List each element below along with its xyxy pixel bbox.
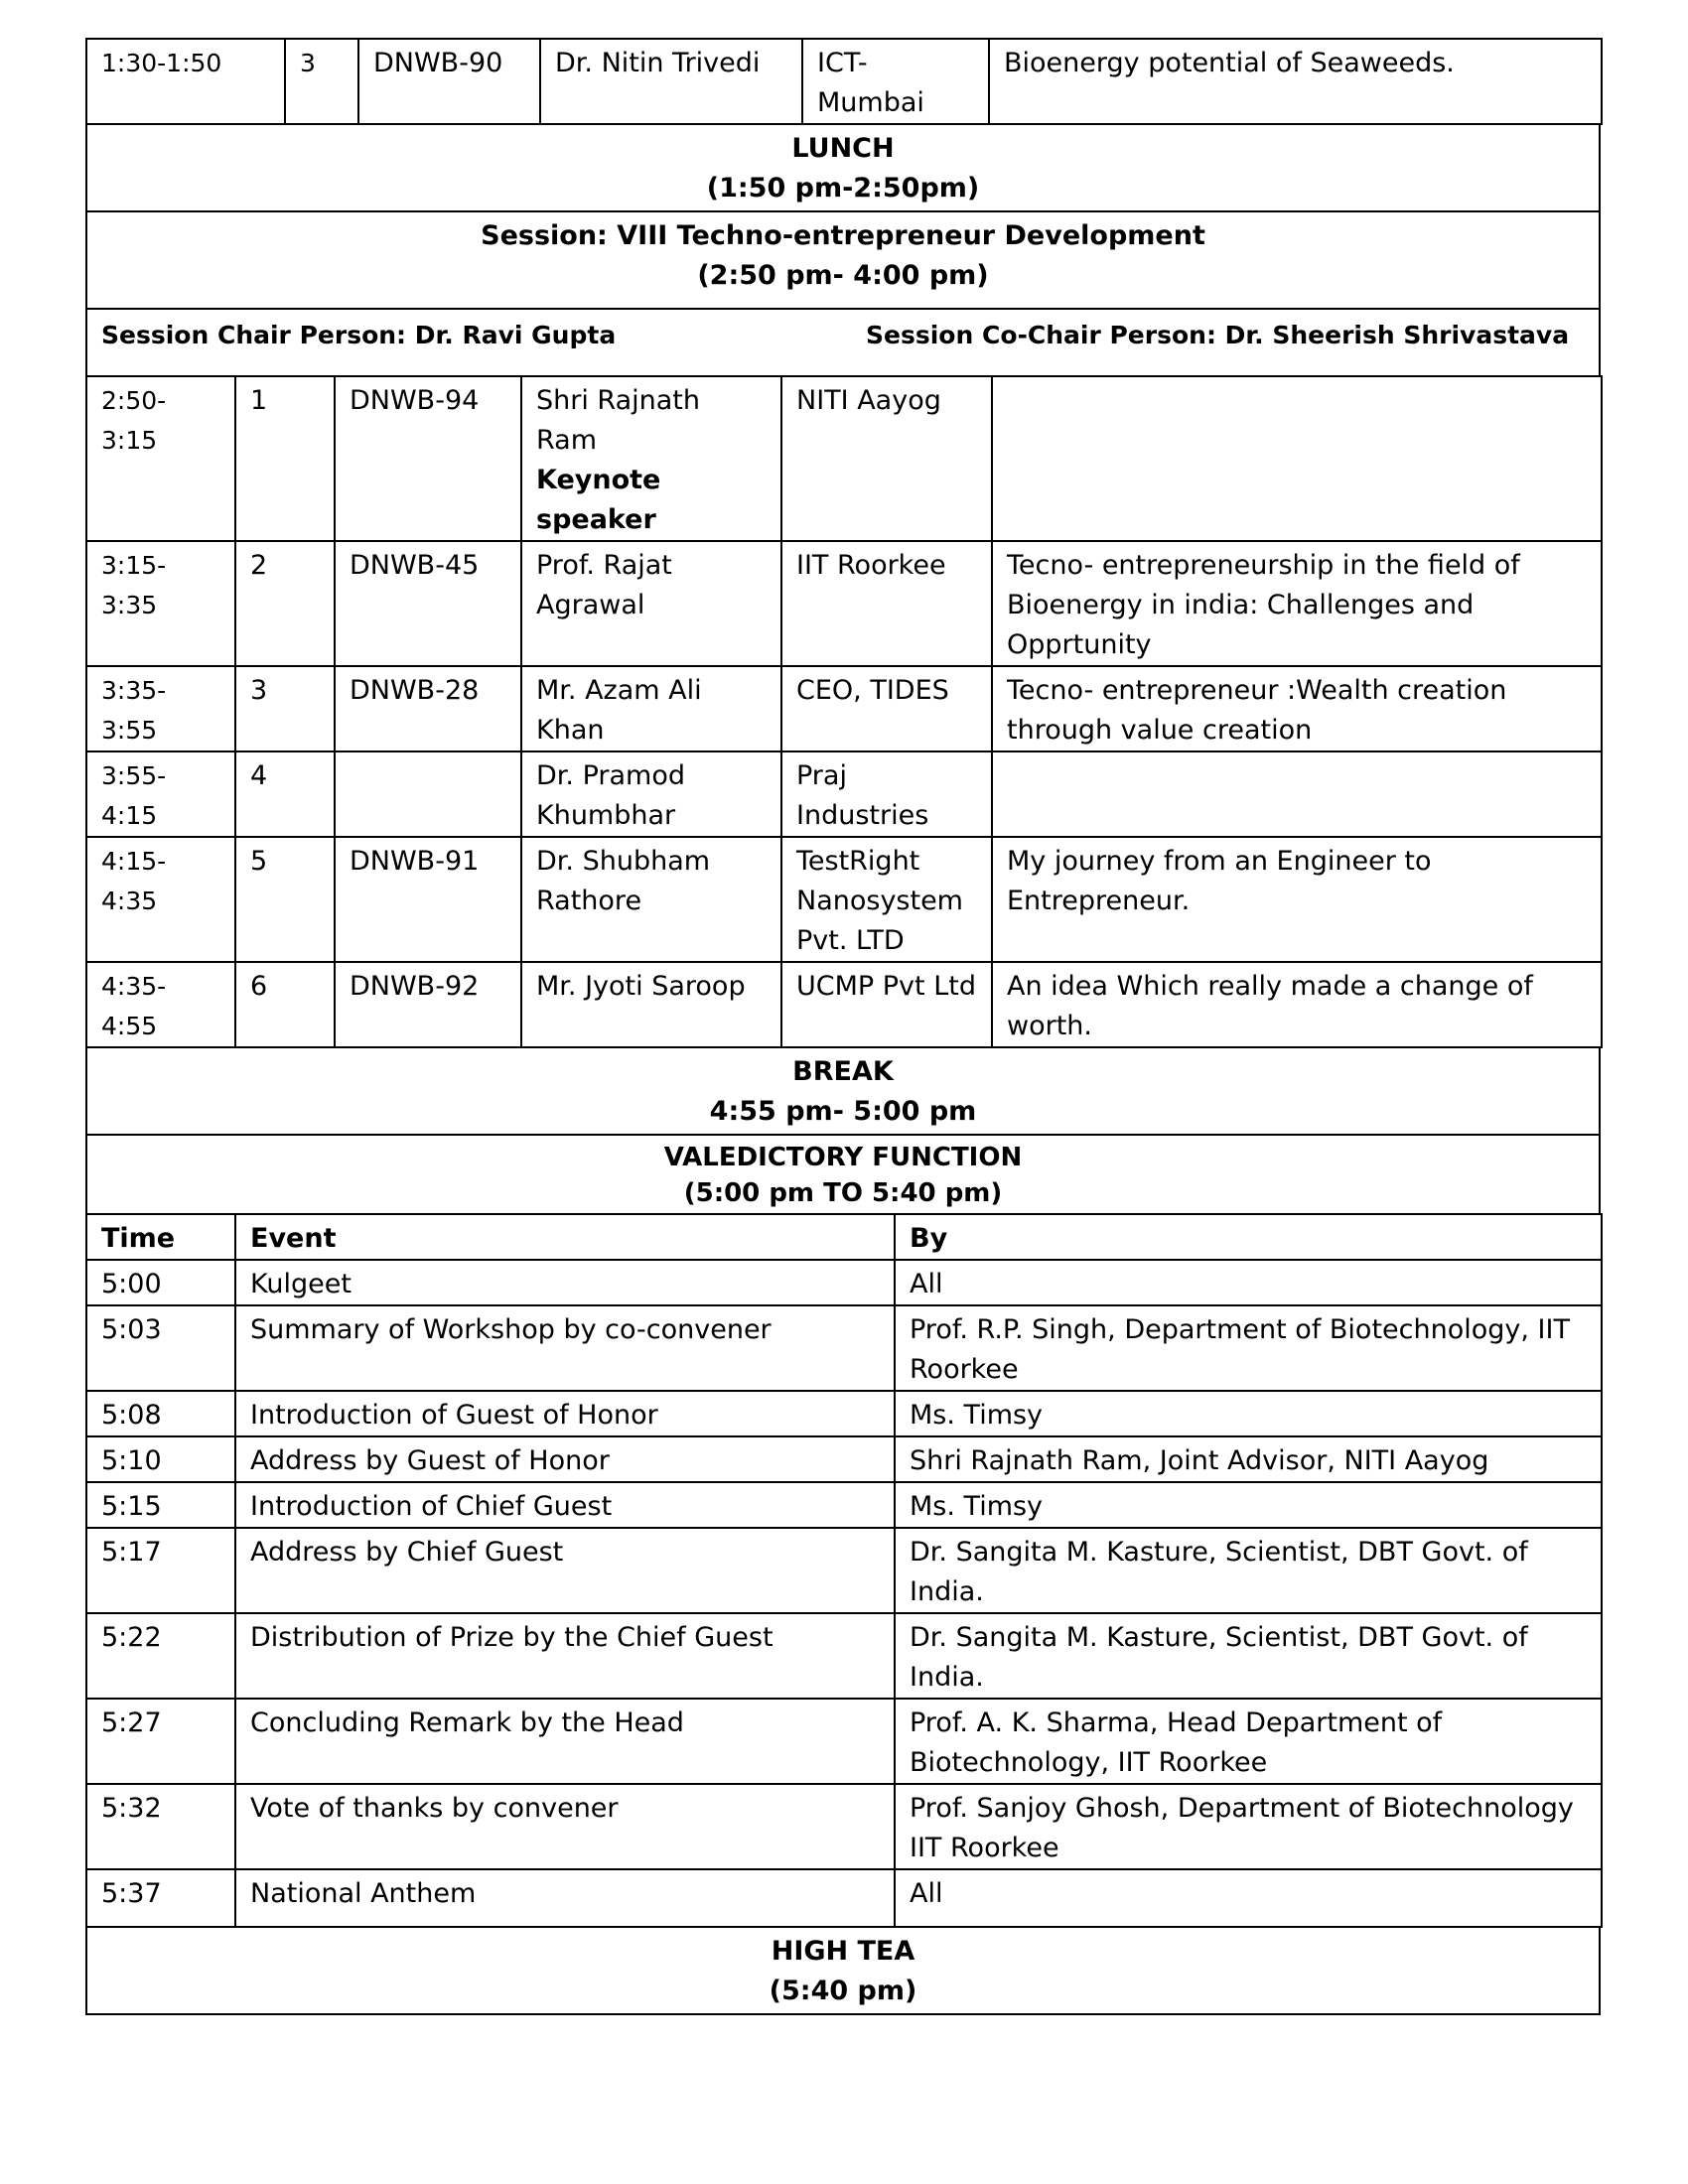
header-block [85, 123, 1601, 377]
table-row [86, 1482, 1602, 1528]
talk-speaker: Prof. Rajat Agrawal [521, 541, 781, 666]
talk-time: 4:15-4:35 [86, 837, 235, 962]
table-row [86, 666, 1602, 751]
row-event: Vote of thanks by convener [235, 1784, 895, 1869]
lunch-time: (1:50 pm-2:50pm) [706, 173, 980, 204]
talk-org: Praj Industries [781, 751, 992, 837]
valedictory-table [85, 1213, 1603, 1928]
talk-number: 2 [235, 541, 335, 666]
speaker-note: Keynote speaker [536, 465, 661, 535]
session-title: Session: VIII Techno-entrepreneur Development [481, 220, 1205, 251]
row-event: Address by Guest of Honor [235, 1436, 895, 1482]
row-event: Kulgeet [235, 1260, 895, 1305]
header-time: Time [86, 1214, 235, 1260]
table-row [86, 541, 1602, 666]
talk-title: Tecno- entrepreneur :Wealth creation through value creation [992, 666, 1602, 751]
row-time: 5:03 [86, 1305, 235, 1391]
header-event: Event [235, 1214, 895, 1260]
row-by: Dr. Sangita M. Kasture, Scientist, DBT Govt. of India. [895, 1528, 1602, 1613]
talk-org: IIT Roorkee [781, 541, 992, 666]
valedictory-cell [86, 1135, 1600, 1214]
row-event: Address by Chief Guest [235, 1528, 895, 1613]
talk-code: DNWB-90 [358, 39, 540, 124]
row-by: Prof. A. K. Sharma, Head Department of Biotechnology, IIT Roorkee [895, 1699, 1602, 1784]
valedictory-title: VALEDICTORY FUNCTION [663, 1143, 1023, 1172]
talk-code: DNWB-94 [335, 376, 521, 541]
talk-speaker: Dr. Shubham Rathore [521, 837, 781, 962]
talk-speaker: Mr. Azam Ali Khan [521, 666, 781, 751]
row-time: 5:27 [86, 1699, 235, 1784]
talk-title: Bioenergy potential of Seaweeds. [989, 39, 1602, 124]
speaker-name: Shri Rajnath Ram [536, 385, 701, 456]
chair-cell [86, 309, 1600, 376]
row-event: Introduction of Chief Guest [235, 1482, 895, 1528]
session-time: (2:50 pm- 4:00 pm) [697, 260, 989, 291]
row-by: Ms. Timsy [895, 1391, 1602, 1436]
schedule-page [85, 38, 1601, 2015]
row-event: Introduction of Guest of Honor [235, 1391, 895, 1436]
valedictory-time: (5:00 pm TO 5:40 pm) [683, 1178, 1003, 1208]
row-time: 5:00 [86, 1260, 235, 1305]
talk-time: 2:50-3:15 [86, 376, 235, 541]
talk-time: 4:35-4:55 [86, 962, 235, 1047]
talk-number: 4 [235, 751, 335, 837]
top-row-table [85, 38, 1603, 125]
talk-code: DNWB-45 [335, 541, 521, 666]
lunch-row [86, 124, 1600, 211]
talk-title [992, 376, 1602, 541]
talk-title: My journey from an Engineer to Entrepreneur. [992, 837, 1602, 962]
session-cochair: Session Co-Chair Person: Dr. Sheerish Shrivastava [866, 321, 1570, 349]
high-tea-time: (5:40 pm) [769, 1976, 917, 2006]
table-row [86, 751, 1602, 837]
break-label: BREAK [792, 1056, 894, 1087]
break-block [85, 1046, 1601, 1215]
talk-org: ICT-Mumbai [802, 39, 989, 124]
table-row [86, 1528, 1602, 1613]
row-time: 5:10 [86, 1436, 235, 1482]
session-cell [86, 211, 1600, 309]
talk-speaker: Dr. Nitin Trivedi [540, 39, 802, 124]
row-by: All [895, 1869, 1602, 1927]
talk-time: 3:35-3:55 [86, 666, 235, 751]
chair-row [86, 309, 1600, 376]
high-tea-row [86, 1927, 1600, 2014]
table-row [86, 1260, 1602, 1305]
talk-org: NITI Aayog [781, 376, 992, 541]
row-time: 5:15 [86, 1482, 235, 1528]
talk-title: Tecno- entrepreneurship in the field of Bioenergy in india: Challenges and Opprtunity [992, 541, 1602, 666]
table-row [86, 1613, 1602, 1699]
row-event: National Anthem [235, 1869, 895, 1927]
session-row [86, 211, 1600, 309]
high-tea-block [85, 1926, 1601, 2015]
talk-time: 1:30-1:50 [86, 39, 285, 124]
high-tea-label: HIGH TEA [771, 1936, 915, 1967]
row-event: Summary of Workshop by co-convener [235, 1305, 895, 1391]
talk-speaker: Dr. Pramod Khumbhar [521, 751, 781, 837]
table-row [86, 837, 1602, 962]
talks-table [85, 375, 1603, 1048]
table-row [86, 1305, 1602, 1391]
row-time: 5:32 [86, 1784, 235, 1869]
break-cell [86, 1047, 1600, 1135]
valedictory-row [86, 1135, 1600, 1214]
talk-code: DNWB-92 [335, 962, 521, 1047]
row-by: Shri Rajnath Ram, Joint Advisor, NITI Aayog [895, 1436, 1602, 1482]
session-chair: Session Chair Person: Dr. Ravi Gupta [101, 321, 617, 349]
talk-speaker: Mr. Jyoti Saroop [521, 962, 781, 1047]
row-event: Concluding Remark by the Head [235, 1699, 895, 1784]
table-row [86, 376, 1602, 541]
talk-code: DNWB-91 [335, 837, 521, 962]
row-by: Ms. Timsy [895, 1482, 1602, 1528]
row-time: 5:17 [86, 1528, 235, 1613]
talk-title [992, 751, 1602, 837]
talk-number: 3 [235, 666, 335, 751]
talk-speaker [521, 376, 781, 541]
talk-code [335, 751, 521, 837]
header-by: By [895, 1214, 1602, 1260]
break-time: 4:55 pm- 5:00 pm [709, 1096, 977, 1127]
talk-org: CEO, TIDES [781, 666, 992, 751]
table-row [86, 1699, 1602, 1784]
row-by: Dr. Sangita M. Kasture, Scientist, DBT Govt. of India. [895, 1613, 1602, 1699]
table-row [86, 1436, 1602, 1482]
table-row [86, 1869, 1602, 1927]
talk-number: 6 [235, 962, 335, 1047]
talk-number: 3 [285, 39, 358, 124]
talk-title: An idea Which really made a change of worth. [992, 962, 1602, 1047]
row-time: 5:08 [86, 1391, 235, 1436]
table-row [86, 1391, 1602, 1436]
talk-number: 1 [235, 376, 335, 541]
row-by: All [895, 1260, 1602, 1305]
row-by: Prof. Sanjoy Ghosh, Department of Biotechnology IIT Roorkee [895, 1784, 1602, 1869]
lunch-cell [86, 124, 1600, 211]
row-time: 5:37 [86, 1869, 235, 1927]
talk-number: 5 [235, 837, 335, 962]
table-header-row [86, 1214, 1602, 1260]
talk-time: 3:55-4:15 [86, 751, 235, 837]
row-by: Prof. R.P. Singh, Department of Biotechnology, IIT Roorkee [895, 1305, 1602, 1391]
lunch-label: LUNCH [791, 133, 895, 164]
talk-code: DNWB-28 [335, 666, 521, 751]
talk-time: 3:15-3:35 [86, 541, 235, 666]
high-tea-cell [86, 1927, 1600, 2014]
talk-org: TestRight Nanosystem Pvt. LTD [781, 837, 992, 962]
break-row [86, 1047, 1600, 1135]
table-row [86, 39, 1602, 124]
table-row [86, 962, 1602, 1047]
table-row [86, 1784, 1602, 1869]
row-event: Distribution of Prize by the Chief Guest [235, 1613, 895, 1699]
row-time: 5:22 [86, 1613, 235, 1699]
talk-org: UCMP Pvt Ltd [781, 962, 992, 1047]
